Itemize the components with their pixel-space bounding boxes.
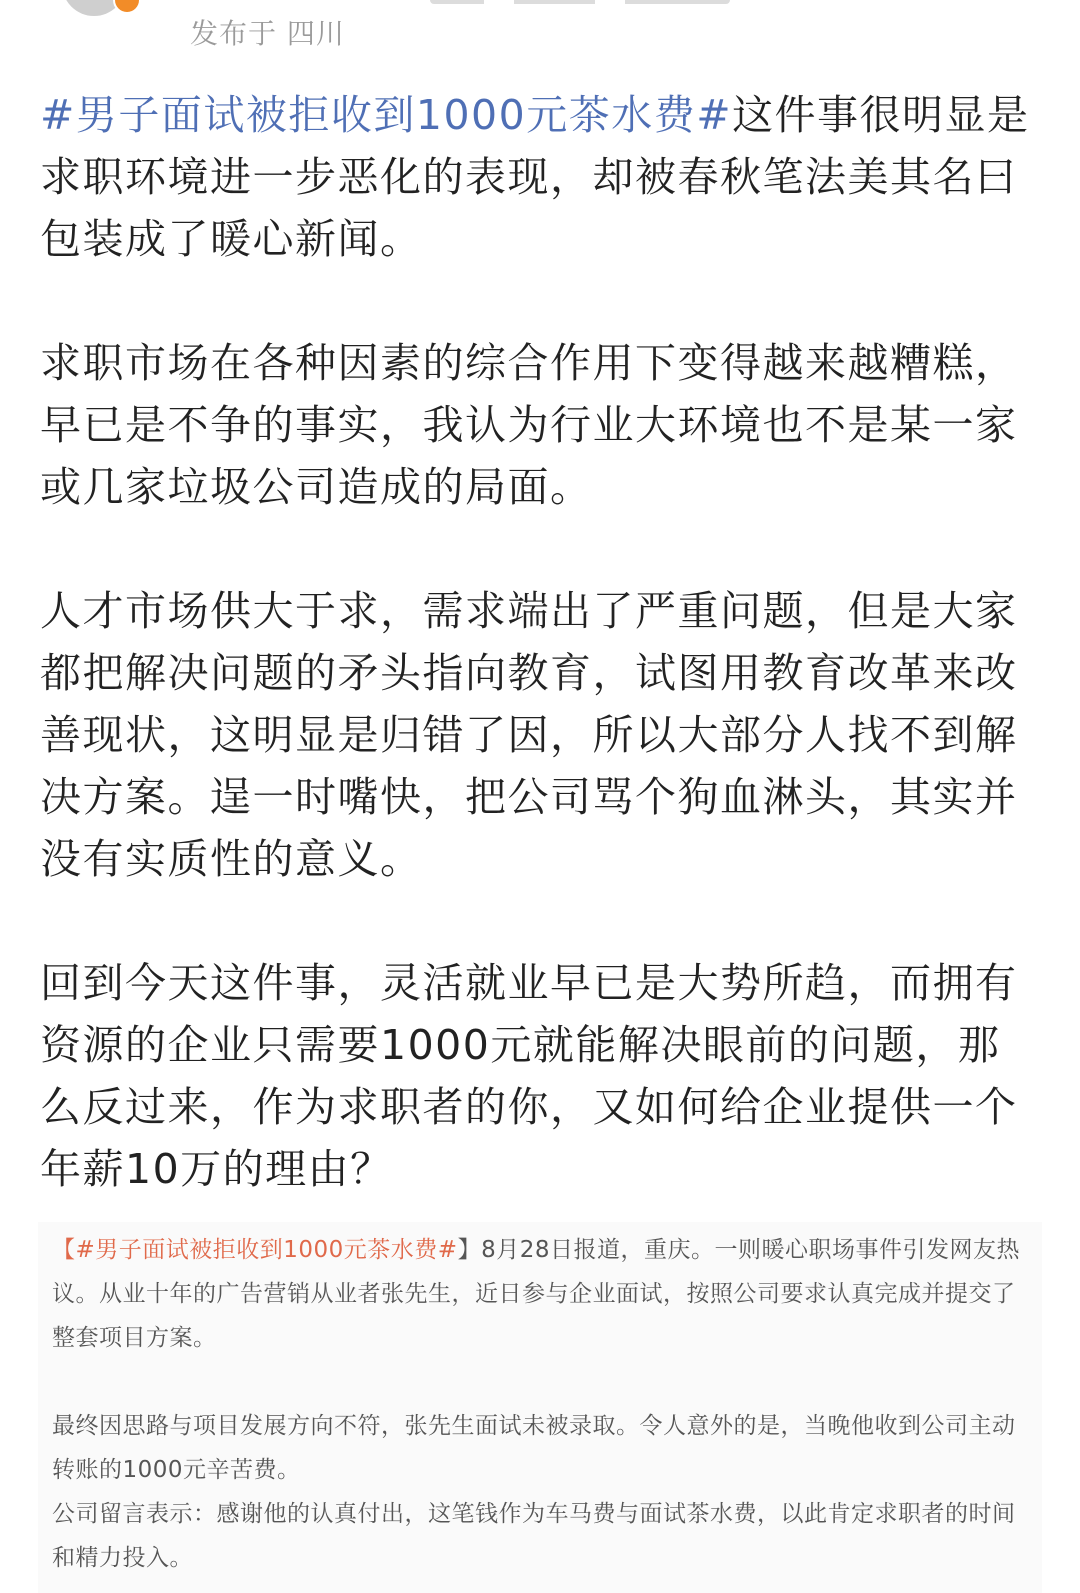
post-location: 发布于 四川 — [190, 17, 345, 50]
paragraph-text: 这件事很明显是求职环境进一步恶化的表现，却被春秋笔法美其名曰包装成了暖心新闻。 — [40, 91, 1030, 263]
verified-badge-icon — [113, 0, 141, 14]
paragraph: 回到今天这件事，灵活就业早已是大势所趋，而拥有资源的企业只需要1000元就能解决眼前的问题，那么反过来，作为求职者的你，又如何给企业提供一个年薪10万的理由？ — [40, 959, 1018, 1193]
quote-paragraph — [52, 1228, 1028, 1360]
hashtag-link[interactable]: #男子面试被拒收到1000元茶水费# — [40, 91, 733, 139]
quote-hashtag-link[interactable]: #男子面试被拒收到1000元茶水费# — [75, 1237, 458, 1263]
quote-text: 8月28日报道，重庆。一则暖心职场事件引发网友热议。从业十年的广告营销从业者张先生，近日参与企业面试，按照公司要求认真完成并提交了整套项目方案。 — [52, 1237, 1020, 1351]
paragraph: 人才市场供大于求，需求端出了严重问题，但是大家都把解决问题的矛头指向教育，试图用教育改革来改善现状，这明显是归错了因，所以大部分人找不到解决方案。逞一时嘴快，把公司骂个狗血淋头，其实并没有实质性的意义。 — [40, 587, 1018, 883]
paragraph: 求职市场在各种因素的综合作用下变得越来越糟糕，早已是不争的事实，我认为行业大环境也不是某一家或几家垃圾公司造成的局面。 — [40, 339, 1018, 511]
quoted-news-card[interactable] — [38, 1222, 1042, 1593]
paragraph — [40, 84, 1040, 270]
post-body — [40, 84, 1040, 1262]
username[interactable] — [430, 0, 730, 4]
quote-bracket-close: 】 — [457, 1237, 482, 1263]
quote-paragraph: 公司留言表示：感谢他的认真付出，这笔钱作为车马费与面试茶水费，以此肯定求职者的时间和精力投入。 — [52, 1501, 1016, 1571]
quote-bracket-open: 【 — [52, 1237, 76, 1263]
post-header — [0, 0, 1080, 60]
quote-paragraph: 最终因思路与项目发展方向不符，张先生面试未被录取。令人意外的是，当晚他收到公司主动转账的1000元辛苦费。 — [52, 1413, 1016, 1483]
